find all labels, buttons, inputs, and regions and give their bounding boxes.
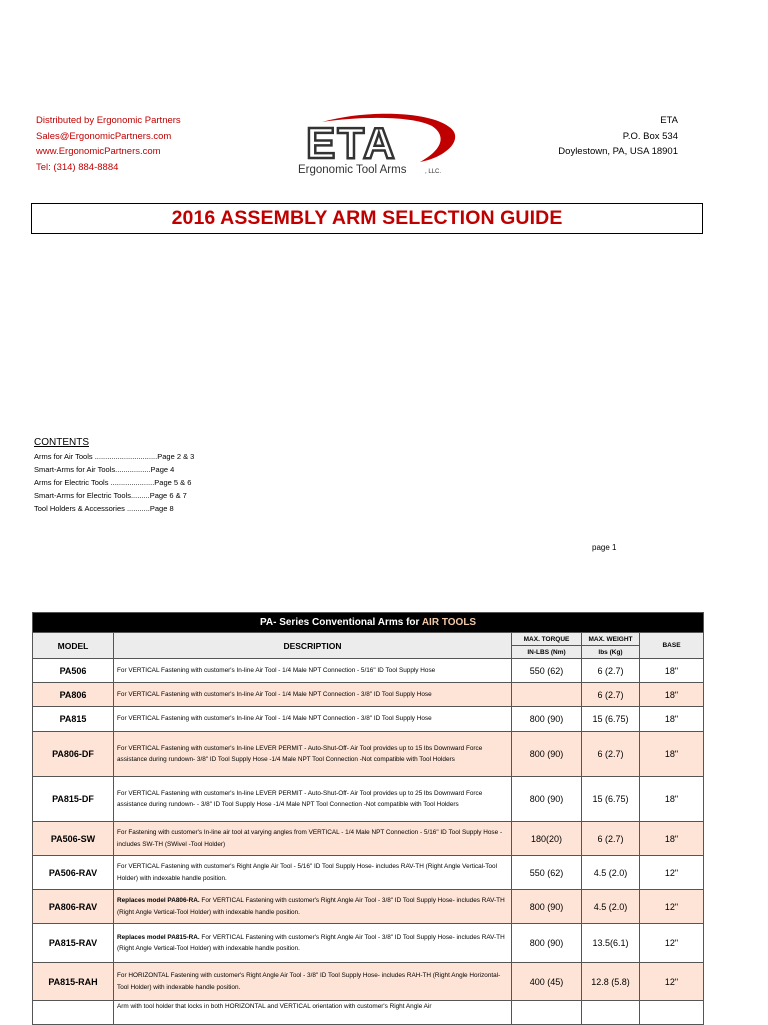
cell-torque: 800 (90) xyxy=(512,707,582,732)
table-title-prefix: PA- Series Conventional Arms xyxy=(259,617,404,628)
cell-description-text: For VERTICAL Fastening with customer's Right Angle Air Tool - 3/8" ID Tool Supply Hose- includes RAV-TH (Right Angle Vertical-Tool Holder) with indexable handle position. xyxy=(117,933,505,952)
cell-description xyxy=(114,1001,512,1025)
cell-description xyxy=(114,924,512,963)
logo-suffix: , LLC. xyxy=(425,169,442,175)
distributor-website[interactable]: www.ErgonomicPartners.com xyxy=(36,146,161,157)
cell-torque: 550 (62) xyxy=(512,856,582,890)
cell-torque xyxy=(512,683,582,707)
table-row[interactable] xyxy=(33,822,704,856)
cell-weight: 6 (2.7) xyxy=(582,732,640,777)
cell-description xyxy=(114,732,512,777)
distributor-email[interactable]: Sales@ErgonomicPartners.com xyxy=(36,130,172,142)
distributor-name: Distributed by Ergonomic Partners xyxy=(36,115,181,126)
cell-torque: 180(20) xyxy=(512,822,582,856)
cell-model xyxy=(33,1001,114,1025)
cell-description-text: For Fastening with customer's In-line air tool at varying angles from VERTICAL - 1/4 Male NPT Connection - 5/16" ID Tool Supply Hose -includes SW-TH (SWivel -Tool Holder) xyxy=(117,829,503,848)
distributor-phone: Tel: (314) 884-8884 xyxy=(36,161,119,173)
cell-description-note: Replaces model PA806-RA. xyxy=(117,897,200,904)
cell-base: 12" xyxy=(640,924,704,963)
cell-weight: 6 (2.7) xyxy=(582,659,640,683)
cell-weight: 6 (2.7) xyxy=(582,683,640,707)
header-model: MODEL xyxy=(33,633,114,659)
cell-torque: 400 (45) xyxy=(512,963,582,1001)
cell-model: PA806-DF xyxy=(33,732,114,777)
cell-torque: 550 (62) xyxy=(512,659,582,683)
contents-item[interactable]: Smart-Arms for Air Tools.................Page 4 xyxy=(34,465,175,474)
table-row[interactable] xyxy=(33,963,704,1001)
cell-model: PA815-RAV xyxy=(33,924,114,963)
table-row[interactable] xyxy=(33,1001,704,1025)
cell-base: 18" xyxy=(640,707,704,732)
cell-description-text: Arm with tool holder that locks in both HORIZONTAL and VERTICAL orientation with customer's Right Angle Air xyxy=(117,1003,432,1010)
header-base: BASE xyxy=(640,633,704,659)
table-row[interactable] xyxy=(33,890,704,924)
eta-logo xyxy=(292,110,462,180)
header-torque: MAX. TORQUE xyxy=(512,633,582,646)
cell-base: 18" xyxy=(640,777,704,822)
contents-section xyxy=(34,436,194,515)
cell-description xyxy=(114,822,512,856)
contents-heading: CONTENTS xyxy=(34,437,89,448)
table-title-highlight: AIR TOOLS xyxy=(421,617,477,628)
cell-weight: 13.5(6.1) xyxy=(582,924,640,963)
cell-model: PA806-RAV xyxy=(33,890,114,924)
cell-description-note: Replaces model PA815-RA. xyxy=(117,933,200,941)
table-row[interactable] xyxy=(33,707,704,732)
cell-base: 18" xyxy=(640,822,704,856)
cell-description xyxy=(114,707,512,732)
cell-torque: 800 (90) xyxy=(512,924,582,963)
contents-item[interactable]: Smart-Arms for Electric Tools.........Page 6 & 7 xyxy=(34,491,187,500)
cell-weight: 15 (6.75) xyxy=(582,707,640,732)
cell-weight xyxy=(582,1001,640,1025)
cell-base: 12" xyxy=(640,856,704,890)
cell-model: PA815 xyxy=(33,707,114,732)
company-name: ETA xyxy=(660,115,678,126)
table-row[interactable] xyxy=(33,659,704,683)
header-description: DESCRIPTION xyxy=(114,633,512,659)
cell-base: 18" xyxy=(640,732,704,777)
table-row[interactable] xyxy=(33,856,704,890)
contents-item[interactable]: Arms for Air Tools ..............................Page 2 & 3 xyxy=(34,452,195,461)
cell-description-text: For VERTICAL Fastening with customer's Right Angle Air Tool - 5/16" ID Tool Supply Hose- includes RAV-TH (Right Angle Vertical-Tool Holder) with indexable handle position. xyxy=(117,863,497,882)
cell-model: PA506-SW xyxy=(33,822,114,856)
distributor-block xyxy=(36,113,181,175)
logo-letters: ETA xyxy=(306,119,397,168)
cell-model: PA506-RAV xyxy=(33,856,114,890)
cell-model: PA815-DF xyxy=(33,777,114,822)
cell-description-text: For VERTICAL Fastening with customer's In-line LEVER PERMIT - Auto-Shut-Off- Air Tool provides up to 15 lbs Downward Force assistance during rundown- 3/8" ID Tool Supply Hose -1/4 Male NPT Tool Connection -Not compatible with Tool Holders xyxy=(117,744,483,763)
cell-description-text: For VERTICAL Fastening with customer's In-line Air Tool - 1/4 Male NPT Connection - 3/8" ID Tool Supply Hose xyxy=(117,715,432,723)
company-address xyxy=(558,113,678,160)
cell-description-text: For VERTICAL Fastening with customer's In-line LEVER PERMIT - Auto-Shut-Off- Air Tool provides up to 25 lbs Downward Force assistance during rundown- - 3/8" ID Tool Supply Hose -1/4 Male NPT Tool Connection -Not compatible with Tool Holders xyxy=(117,789,483,808)
cell-description xyxy=(114,683,512,707)
pa-series-table xyxy=(32,612,704,1025)
cell-description-text: For VERTICAL Fastening with customer's Right Angle Air Tool - 3/8" ID Tool Supply Hose- includes RAV-TH (Right Angle Vertical-Tool Holder) with indexable handle position. xyxy=(117,897,505,916)
cell-base: 18" xyxy=(640,683,704,707)
cell-description-text: For VERTICAL Fastening with customer's In-line Air Tool - 1/4 Male NPT Connection - 3/8" ID Tool Supply Hose xyxy=(117,690,432,698)
cell-model: PA815-RAH xyxy=(33,963,114,1001)
cell-base xyxy=(640,1001,704,1025)
cell-description xyxy=(114,963,512,1001)
table-row[interactable] xyxy=(33,683,704,707)
cell-description-text: For HORIZONTAL Fastening with customer's Right Angle Air Tool - 3/8" ID Tool Supply Hose- includes RAH-TH (Right Angle Horizontal-Tool Holder) with indexable handle position. xyxy=(117,972,501,991)
cell-base: 12" xyxy=(640,963,704,1001)
table-row[interactable] xyxy=(33,732,704,777)
contents-item[interactable]: Tool Holders & Accessories ...........Page 8 xyxy=(34,504,174,513)
cell-base: 12" xyxy=(640,890,704,924)
header-weight-unit: lbs (Kg) xyxy=(582,646,640,659)
cell-torque: 800 (90) xyxy=(512,777,582,822)
table-row[interactable] xyxy=(33,924,704,963)
header-torque-unit: IN-LBS (Nm) xyxy=(512,646,582,659)
cell-description-text: For VERTICAL Fastening with customer's In-line Air Tool - 1/4 Male NPT Connection - 5/16" ID Tool Supply Hose xyxy=(117,666,436,674)
cell-model: PA806 xyxy=(33,683,114,707)
cell-description xyxy=(114,890,512,924)
cell-torque xyxy=(512,1001,582,1025)
company-city: Doylestown, PA, USA 18901 xyxy=(558,146,678,157)
cell-weight: 6 (2.7) xyxy=(582,822,640,856)
table-title-mid: for xyxy=(403,617,422,628)
company-pobox: P.O. Box 534 xyxy=(622,130,678,142)
cell-torque: 800 (90) xyxy=(512,732,582,777)
cell-description xyxy=(114,659,512,683)
page-number: page 1 xyxy=(592,543,617,552)
cell-weight: 4.5 (2.0) xyxy=(582,856,640,890)
cell-weight: 4.5 (2.0) xyxy=(582,890,640,924)
cell-base: 18" xyxy=(640,659,704,683)
table-row[interactable] xyxy=(33,777,704,822)
table-title xyxy=(33,613,704,633)
eta-logo-graphic xyxy=(292,110,462,180)
cell-model: PA506 xyxy=(33,659,114,683)
cell-torque: 800 (90) xyxy=(512,890,582,924)
logo-tagline: Ergonomic Tool Arms xyxy=(298,164,407,176)
cell-weight: 12.8 (5.8) xyxy=(582,963,640,1001)
guide-title: 2016 ASSEMBLY ARM SELECTION GUIDE xyxy=(31,203,703,234)
contents-item[interactable]: Arms for Electric Tools .....................Page 5 & 6 xyxy=(34,478,192,487)
cell-description xyxy=(114,777,512,822)
cell-weight: 15 (6.75) xyxy=(582,777,640,822)
header-weight: MAX. WEIGHT xyxy=(582,633,640,646)
cell-description xyxy=(114,856,512,890)
